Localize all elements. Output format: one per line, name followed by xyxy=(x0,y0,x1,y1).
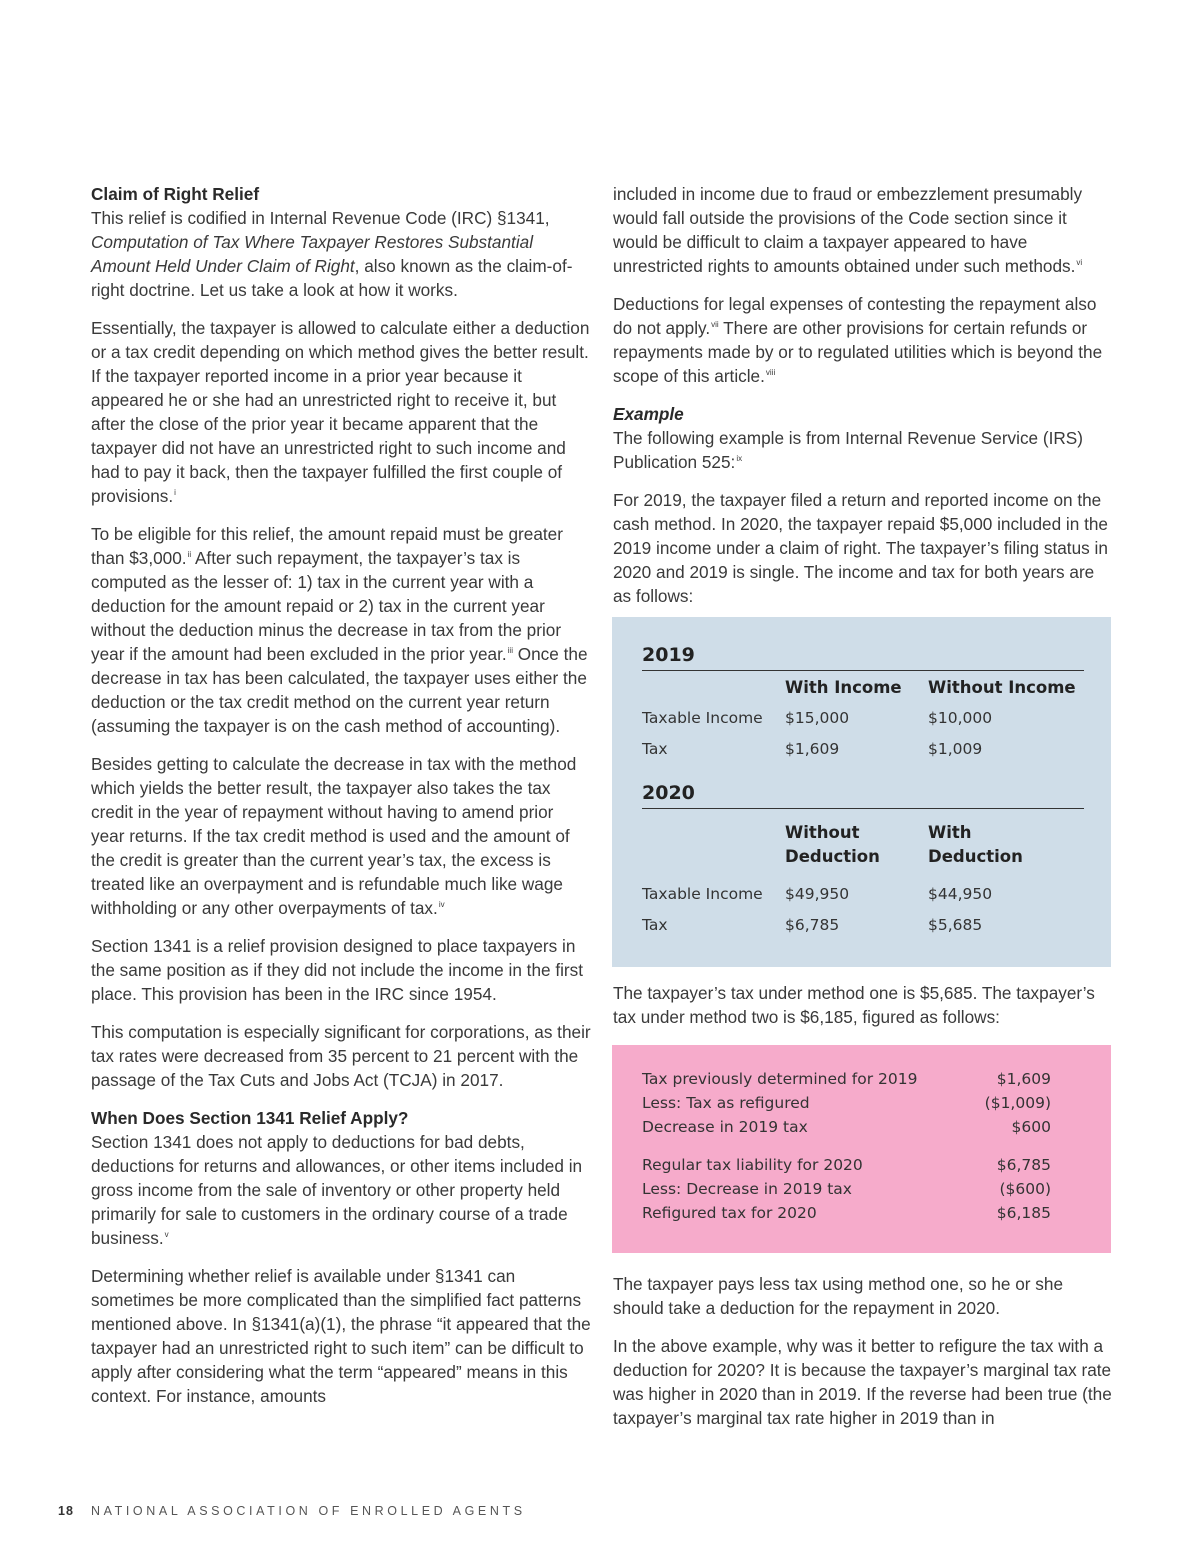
computation-label: Refigured tax for 2020 xyxy=(642,1204,817,1222)
footnote-ref: ix xyxy=(736,454,743,464)
footnote-ref: iv xyxy=(438,900,445,910)
right-column-middle xyxy=(613,981,1113,1043)
paragraph-1-text: This relief is codified in Internal Revenue Code (IRC) §1341, xyxy=(91,208,550,228)
footnote-ref: vii xyxy=(711,320,719,330)
footnote-ref: i xyxy=(174,488,176,498)
table-cell: $10,000 xyxy=(928,709,993,727)
paragraph-7 xyxy=(91,1130,591,1250)
footnote-ref: iii xyxy=(507,646,513,656)
paragraph-3 xyxy=(91,522,591,738)
paragraph-r3 xyxy=(613,426,1113,474)
publication-name: NATIONAL ASSOCIATION OF ENROLLED AGENTS xyxy=(90,1504,526,1518)
left-column xyxy=(91,182,591,1422)
right-column-bottom xyxy=(613,1272,1113,1444)
paragraph-2 xyxy=(91,316,591,508)
paragraph-1 xyxy=(91,206,591,302)
paragraph-r5: The taxpayer’s tax under method one is $5,685. The taxpayer’s tax under method two is $6,185, figured as follows: xyxy=(613,983,1095,1027)
paragraph-3-text: To be eligible for this relief, the amount repaid must be greater than $3,000. xyxy=(91,524,563,568)
column-header-without-income: Without Income xyxy=(928,678,1076,697)
table-divider xyxy=(642,670,1084,671)
row-label: Tax xyxy=(642,916,668,934)
table-cell: $44,950 xyxy=(928,885,993,903)
right-column-top xyxy=(613,182,1113,622)
paragraph-5: Section 1341 is a relief provision designed to place taxpayers in the same position as if they did not include the income in the first place. This provision has been in the IRC since 1954. xyxy=(91,936,584,1004)
row-label: Taxable Income xyxy=(642,709,763,727)
computation-label: Tax previously determined for 2019 xyxy=(642,1070,918,1088)
column-header-with-income: With Income xyxy=(785,678,902,697)
section-heading-claim-of-right: Claim of Right Relief xyxy=(91,184,260,204)
paragraph-1-text-cont: , also known as the claim-of-right doctrine. Let us take a look at how it works. xyxy=(91,256,573,300)
computation-value: $600 xyxy=(1011,1118,1051,1136)
column-header-without-deduction xyxy=(785,821,880,869)
header-line: With xyxy=(928,823,972,842)
header-line: Without xyxy=(785,823,860,842)
row-label: Taxable Income xyxy=(642,885,763,903)
paragraph-r6: The taxpayer pays less tax using method one, so he or she should take a deduction for the repayment in 2020. xyxy=(613,1274,1063,1318)
paragraph-7-text: Section 1341 does not apply to deductions for bad debts, deductions for returns and allowances, or other items included in gross income from the sale of inventory or other property held primarily for sale to customers in the ordinary course of a trade business. xyxy=(91,1132,583,1248)
paragraph-8: Determining whether relief is available under §1341 can sometimes be more complicated than the simplified fact patterns mentioned above. In §1341(a)(1), the phrase “it appeared that the taxpayer had an unrestricted right to such item” can be difficult to apply after considering what the term “appeared” means in this context. For instance, amounts xyxy=(91,1266,591,1406)
table-cell: $5,685 xyxy=(928,916,983,934)
paragraph-r2 xyxy=(613,292,1113,388)
paragraph-r4: For 2019, the taxpayer filed a return and reported income on the cash method. In 2020, the taxpayer repaid $5,000 included in the 2019 income under a claim of right. The taxpayer’s filing status in 2020 and 2019 is single. The income and tax for both years are as follows: xyxy=(613,490,1108,606)
example-heading: Example xyxy=(613,404,684,424)
paragraph-6: This computation is especially significant for corporations, as their tax rates were decreased from 35 percent to 21 percent with the passage of the Tax Cuts and Jobs Act (TCJA) in 2017. xyxy=(91,1022,591,1090)
table-year-2019: 2019 xyxy=(642,644,695,666)
table-cell: $15,000 xyxy=(785,709,850,727)
table-cell: $1,009 xyxy=(928,740,983,758)
page-footer xyxy=(58,1504,526,1518)
computation-value: $6,185 xyxy=(996,1204,1051,1222)
computation-label: Decrease in 2019 tax xyxy=(642,1118,808,1136)
paragraph-2-text: Essentially, the taxpayer is allowed to calculate either a deduction or a tax credit depending on which method gives the better result. If the taxpayer reported income in a prior year because it appeared he or she had an unrestricted right to receive it, but after the close of the prior year it became apparent that the taxpayer did not have an unrestricted right to such income and had to pay it back, then the taxpayer fulfilled the first couple of provisions. xyxy=(91,318,590,506)
header-line: Deduction xyxy=(928,847,1023,866)
paragraph-r7: In the above example, why was it better to refigure the tax with a deduction for 2020? It is because the taxpayer’s marginal tax rate was higher in 2020 than in 2019. If the reverse had been true (the taxpayer’s marginal tax rate higher in 2019 than in xyxy=(613,1336,1112,1428)
header-line: Deduction xyxy=(785,847,880,866)
computation-label: Regular tax liability for 2020 xyxy=(642,1156,863,1174)
computation-value: $6,785 xyxy=(996,1156,1051,1174)
computation-value: $1,609 xyxy=(996,1070,1051,1088)
computation-label: Less: Decrease in 2019 tax xyxy=(642,1180,852,1198)
paragraph-4-text: Besides getting to calculate the decrease in tax with the method which yields the better result, the taxpayer also takes the tax credit in the year of repayment without having to amend prior year returns. If the tax credit method is used and the amount of the credit is greater than the current year’s tax, the excess is treated like an overpayment and is refundable much like wage withholding or any other overpayments of tax. xyxy=(91,754,577,918)
footnote-ref: viii xyxy=(765,368,776,378)
table-year-2020: 2020 xyxy=(642,782,695,804)
table-cell: $49,950 xyxy=(785,885,850,903)
paragraph-r2-text-cont: There are other provisions for certain refunds or repayments made by or to regulated utilities which is beyond the scope of this article. xyxy=(613,318,1103,386)
footnote-ref: v xyxy=(164,1230,169,1240)
table-cell: $6,785 xyxy=(785,916,840,934)
row-label: Tax xyxy=(642,740,668,758)
computation-label: Less: Tax as refigured xyxy=(642,1094,810,1112)
footnote-ref: vi xyxy=(1076,258,1083,268)
column-header-with-deduction xyxy=(928,821,1023,869)
paragraph-r3-text: The following example is from Internal Revenue Service (IRS) Publication 525: xyxy=(613,428,1083,472)
paragraph-r1 xyxy=(613,182,1113,278)
tax-computation-box xyxy=(612,1045,1111,1253)
paragraph-r1-text: included in income due to fraud or embezzlement presumably would fall outside the provisions of the Code section since it would be difficult to claim a taxpayer appeared to have unrestricted rights to amounts obtained under such methods. xyxy=(613,184,1083,276)
footnote-ref: ii xyxy=(187,550,192,560)
table-divider xyxy=(642,808,1084,809)
income-tax-table xyxy=(612,617,1111,967)
code-section-title: Computation of Tax Where Taxpayer Restores Substantial Amount Held Under Claim of Right xyxy=(91,232,534,276)
computation-value: ($1,009) xyxy=(984,1094,1051,1112)
paragraph-3-text-cont: After such repayment, the taxpayer’s tax is computed as the lesser of: 1) tax in the current year with a deduction for the amount repaid or 2) tax in the current year without the deduction minus the decrease in tax from the prior year if the amount had been excluded in the prior year. xyxy=(91,548,562,664)
computation-value: ($600) xyxy=(999,1180,1051,1198)
table-cell: $1,609 xyxy=(785,740,840,758)
page-number: 18 xyxy=(58,1504,74,1518)
paragraph-3-text-end: Once the decrease in tax has been calculated, the taxpayer uses either the deduction or the tax credit method on the current year return (assuming the taxpayer is on the cash method of accounting). xyxy=(91,644,588,736)
section-heading-when-applies: When Does Section 1341 Relief Apply? xyxy=(91,1108,409,1128)
paragraph-r2-text: Deductions for legal expenses of contesting the repayment also do not apply. xyxy=(613,294,1097,338)
paragraph-4 xyxy=(91,752,591,920)
